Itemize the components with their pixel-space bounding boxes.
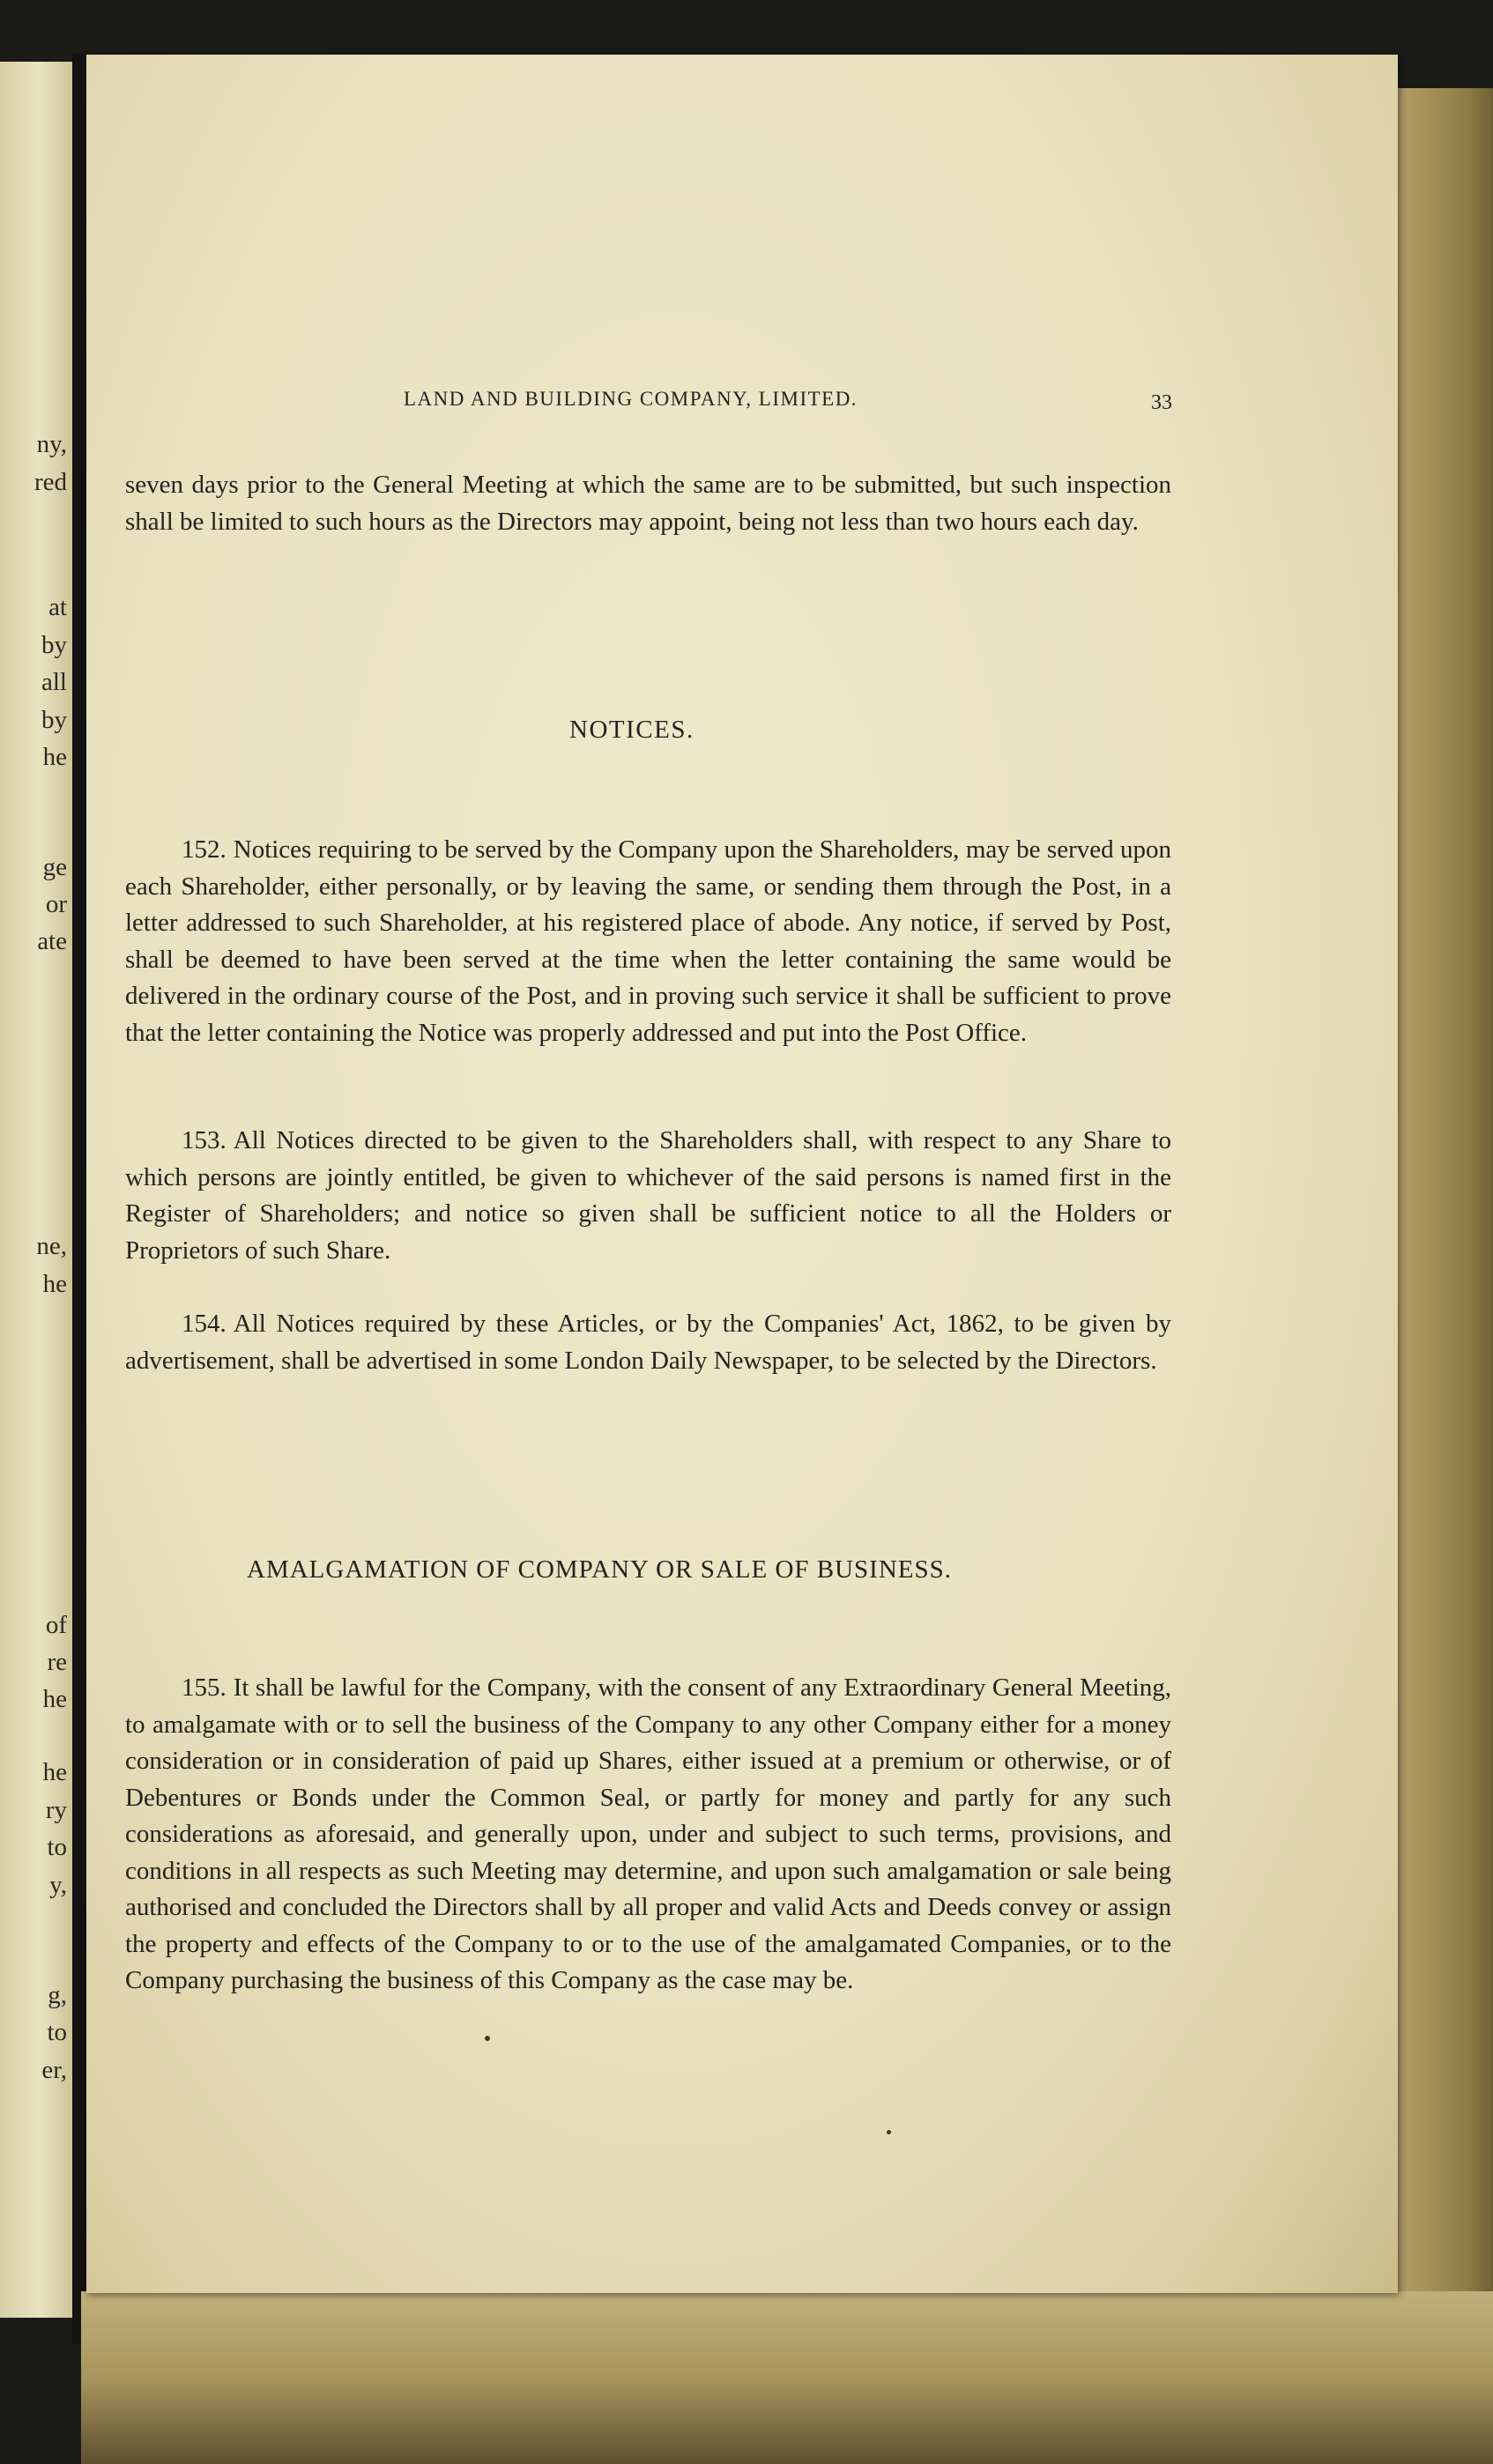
paragraph-text: All Notices directed to be given to the Shareholders shall, with respect to any Share to which persons are jointly entitled, be given to whichever of the said persons is named first in the Register of Shareholders; and notice so given shall be sufficient notice to all the Holders or Proprietors of such Share. bbox=[125, 1126, 1171, 1265]
document-page bbox=[86, 55, 1398, 2293]
left-page-fragment: he bbox=[42, 1758, 67, 1786]
left-page-fragment: he bbox=[42, 1270, 67, 1298]
book-spine bbox=[72, 53, 86, 2344]
left-page-fragment: at bbox=[48, 593, 67, 621]
paragraph-154 bbox=[125, 1306, 1171, 1379]
paragraph-number: 152. bbox=[182, 835, 227, 864]
left-page-fragment: ry bbox=[45, 1796, 67, 1824]
paragraph-153 bbox=[125, 1123, 1171, 1269]
ink-smudge bbox=[485, 2036, 490, 2041]
ink-smudge bbox=[887, 2130, 891, 2134]
left-page-fragment: by bbox=[41, 631, 67, 659]
notices-heading: NOTICES. bbox=[569, 716, 695, 744]
paragraph-number: 153. bbox=[182, 1126, 227, 1154]
paragraph-155 bbox=[125, 1670, 1171, 2000]
paragraph-152 bbox=[125, 832, 1171, 1051]
previous-page-edge bbox=[0, 62, 72, 2318]
page-number: 33 bbox=[1151, 391, 1172, 414]
left-page-fragment: he bbox=[42, 1685, 67, 1713]
left-page-fragment: red bbox=[33, 468, 67, 496]
left-page-fragment: all bbox=[41, 668, 67, 696]
amalgamation-heading: AMALGAMATION OF COMPANY OR SALE OF BUSINESS. bbox=[247, 1555, 952, 1584]
running-title: LAND AND BUILDING COMPANY, LIMITED. bbox=[404, 388, 858, 410]
left-page-fragment: y, bbox=[49, 1871, 67, 1899]
left-page-fragment: ate bbox=[37, 927, 67, 955]
left-page-fragment: ne, bbox=[36, 1232, 67, 1260]
left-page-fragment: ge bbox=[42, 853, 67, 881]
left-page-fragment: of bbox=[45, 1611, 67, 1639]
page-stack-bottom bbox=[81, 2291, 1493, 2464]
paragraph-text: It shall be lawful for the Company, with the consent of any Extraordinary General Meeting, to amalgamate with or to sell the business of the Company to any other Company either for a money consideration or in consideration of paid up Shares, either issued at a premium or otherwise, or of Debentures or Bonds under the Common Seal, or partly for money and partly for any such considerations as aforesaid, and generally upon, under and subject to such terms, provisions, and conditions in all respects as such Meeting may determine, and upon such amalgamation or sale being authorised and concluded the Directors shall by all proper and valid Acts and Deeds convey or assign the property and effects of the Company to or to the use of the amalgamated Companies, or to the Company purchasing the business of this Company as the case may be. bbox=[125, 1674, 1171, 1994]
left-page-fragment: g, bbox=[48, 1981, 67, 2009]
paragraph-number: 154. bbox=[182, 1310, 227, 1338]
left-page-fragment: re bbox=[47, 1648, 67, 1676]
paragraph-text: All Notices required by these Articles, or by the Companies' Act, 1862, to be given by advertisement, shall be advertised in some London Daily Newspaper, to be selected by the Directors. bbox=[125, 1310, 1171, 1375]
left-page-fragment: ny, bbox=[36, 430, 67, 458]
left-page-fragment: to bbox=[47, 1833, 67, 1861]
paragraph-number: 155. bbox=[182, 1674, 227, 1702]
left-page-fragment: by bbox=[41, 706, 67, 734]
left-page-fragment: er, bbox=[41, 2056, 67, 2084]
left-page-fragment: or bbox=[45, 890, 67, 918]
left-page-fragment: he bbox=[42, 743, 67, 771]
continuation-paragraph: seven days prior to the General Meeting at which the same are to be submitted, but such inspection shall be limited to such hours as the Directors may appoint, being not less than two hours each day. bbox=[125, 471, 1171, 536]
left-page-fragment: to bbox=[47, 2018, 67, 2046]
paragraph-text: Notices requiring to be served by the Company upon the Shareholders, may be served upon each Shareholder, either personally, or by leaving the same, or sending them through the Post, in a letter addressed to such Shareholder, at his registered place of abode. Any notice, if served by Post, shall be deemed to have been served at the time when the letter containing the same would be delivered in the ordinary course of the Post, and in proving such service it shall be sufficient to prove that the letter containing the Notice was properly addressed and put into the Post Office. bbox=[125, 835, 1171, 1047]
